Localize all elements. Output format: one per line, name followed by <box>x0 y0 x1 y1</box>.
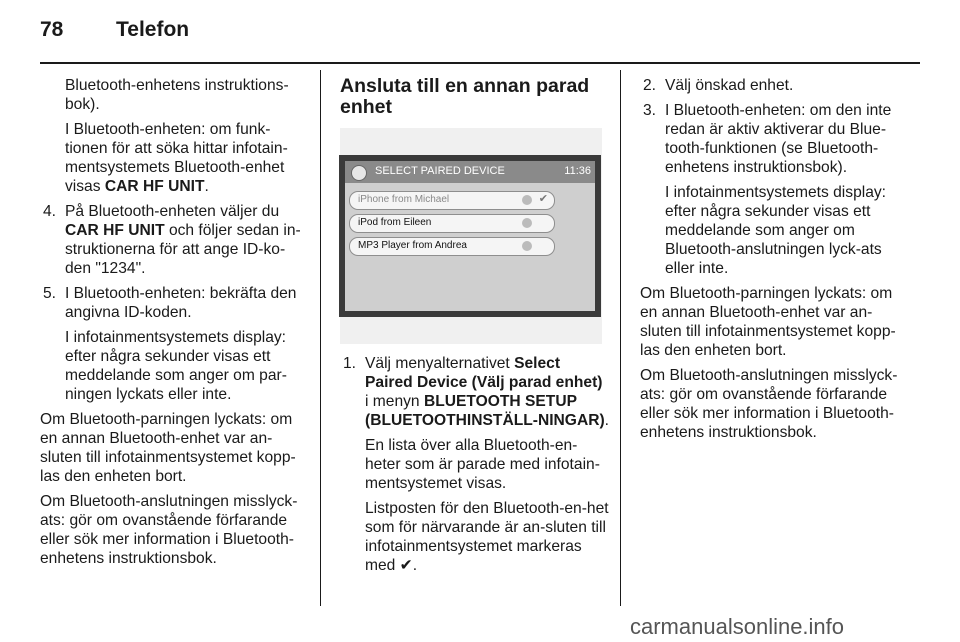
column-1 <box>40 76 310 568</box>
list-item-5: 5. I Bluetooth-enheten: bekräfta den angivna ID-koden. <box>43 285 297 321</box>
paragraph: Om Bluetooth-parningen lyckats: om en annan Bluetooth-enhet var an-sluten till infotainmentsystemet kopp-las den enheten bort. <box>40 411 296 485</box>
column-divider-2 <box>620 70 621 606</box>
phone-icon <box>522 195 532 205</box>
paragraph: Listposten för den Bluetooth-en-het som för närvarande är an-sluten till infotainmentsystemet markeras med ✔. <box>365 500 609 574</box>
device-item-iphone[interactable]: iPhone from Michael ✔ <box>349 191 555 210</box>
list-item-3: 3. I Bluetooth-enheten: om den inte redan är aktiv aktiverar du Blue-tooth-funktionen (se Bluetooth-enhetens instruktionsbok). <box>643 102 892 176</box>
infotainment-screen <box>339 155 601 317</box>
check-icon: ✔ <box>538 193 548 205</box>
paragraph: Om Bluetooth-anslutningen misslyck-ats: gör om ovanstående förfarande eller sök mer information i Bluetooth-enhetens instruktionsbok. <box>40 493 298 567</box>
column-2 <box>340 76 610 118</box>
column-3 <box>640 76 910 442</box>
media-icon <box>522 218 532 228</box>
list-item-1: 1. Välj menyalternativet Select Paired Device (Välj parad enhet) i menyn BLUETOOTH SETUP (BLUETOOTHINSTÄLL-NINGAR). <box>343 355 609 429</box>
page-title: Telefon <box>116 18 190 41</box>
screen-clock: 11:36 <box>564 165 591 177</box>
cd-icon <box>351 165 367 181</box>
column-2-steps <box>340 354 610 575</box>
paragraph: En lista över alla Bluetooth-en-heter som är parade med infotain-mentsystemet visas. <box>365 437 600 492</box>
section-heading: Ansluta till en annan parad enhet <box>340 75 590 118</box>
paragraph: I Bluetooth-enheten: om funk-tionen för att söka hittar infotain-mentsystemets Bluetooth-enhet visas CAR HF UNIT. <box>65 121 288 195</box>
paragraph: I infotainmentsystemets display: efter några sekunder visas ett meddelande som anger om Bluetooth-anslutningen lyck-ats eller inte. <box>665 184 887 277</box>
header-rule <box>40 62 920 64</box>
column-divider-1 <box>320 70 321 606</box>
check-icon: ✔ <box>399 557 413 574</box>
media-icon <box>522 241 532 251</box>
list-item-4: 4. På Bluetooth-enheten väljer du CAR HF UNIT och följer sedan in-struktionerna för att ange ID-ko-den "1234". <box>43 203 301 277</box>
screen-title: SELECT PAIRED DEVICE <box>375 165 505 177</box>
paragraph: Om Bluetooth-anslutningen misslyck-ats: gör om ovanstående förfarande eller sök mer information i Bluetooth-enhetens instruktionsbok. <box>640 367 898 441</box>
paragraph: I infotainmentsystemets display: efter några sekunder visas ett meddelande som anger om par-ningen lyckats eller inte. <box>65 329 287 403</box>
paragraph: Om Bluetooth-parningen lyckats: om en annan Bluetooth-enhet var an-sluten till infotainmentsystemet kopp-las den enheten bort. <box>640 285 896 359</box>
watermark: carmanualsonline.info <box>630 614 845 639</box>
page-number: 78 <box>40 18 64 41</box>
list-item-2: 2. Välj önskad enhet. <box>643 77 794 94</box>
device-item-ipod[interactable]: iPod from Eileen <box>349 214 555 233</box>
device-item-mp3[interactable]: MP3 Player from Andrea <box>349 237 555 256</box>
paragraph: Bluetooth-enhetens instruktions-bok). <box>65 77 289 113</box>
screen-titlebar <box>345 161 595 183</box>
